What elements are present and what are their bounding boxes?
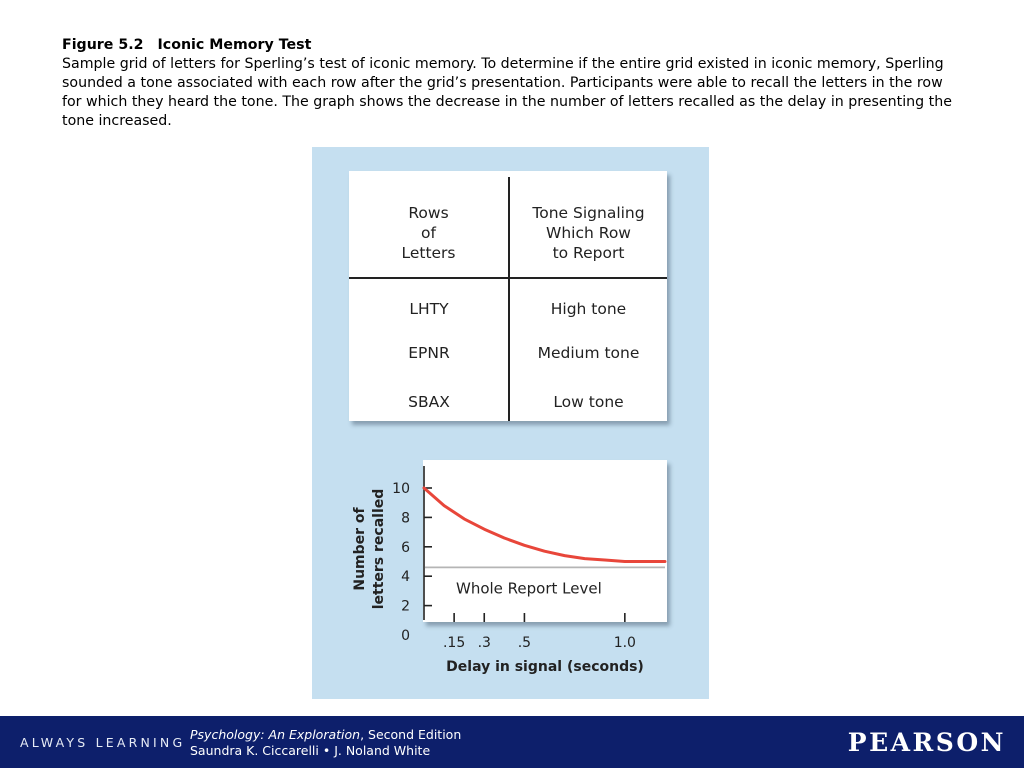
table-cell-letters: EPNR <box>408 344 450 362</box>
y-tick-label: 8 <box>401 510 410 527</box>
whole-report-level-label: Whole Report Level <box>456 579 602 598</box>
publisher-logo: PEARSON <box>847 728 1006 757</box>
x-tick-label: .15 <box>442 635 466 651</box>
figure-caption-body: Sample grid of letters for Sperling’s test of iconic memory. To determine if the entire grid existed in iconic memory, Sperling sounded a tone associated with each row after the grid’s presentation. Participants were able to recall the letters in the row for which they heard the tone. The graph shows the decrease in the number of letters recalled as the delay in presenting the tone increased. <box>62 56 952 129</box>
book-authors: Saundra K. Ciccarelli • J. Noland White <box>190 743 431 758</box>
book-info <box>190 727 461 759</box>
header-line: Which Row <box>546 224 631 242</box>
figure-panel <box>312 147 709 699</box>
book-edition: , Second Edition <box>360 727 462 742</box>
recall-curve-line <box>424 488 665 562</box>
book-title: Psychology: An Exploration <box>190 727 361 742</box>
x-tick-label: 1.0 <box>613 635 636 651</box>
figure-title-text: Iconic Memory Test <box>157 37 312 53</box>
y-tick-label: 4 <box>401 569 410 586</box>
table-cell-letters: SBAX <box>408 393 450 411</box>
table-cell-tone: High tone <box>550 300 627 318</box>
table-cell-letters: LHTY <box>409 300 449 318</box>
table-cell-tone: Low tone <box>553 393 624 411</box>
header-line: Letters <box>401 244 456 262</box>
y-tick-label: 0 <box>401 628 410 644</box>
x-tick-label: .5 <box>517 635 532 651</box>
header-line: Tone Signaling <box>532 204 645 222</box>
figure-caption <box>62 36 962 131</box>
figure-title <box>62 36 962 55</box>
footer-tagline: ALWAYS LEARNING <box>20 735 186 750</box>
iconic-memory-chart <box>312 147 709 699</box>
y-axis-label: Number of letters recalled <box>352 488 387 610</box>
x-axis-label: Delay in signal (seconds) <box>446 659 644 675</box>
header-line: of <box>421 224 436 242</box>
header-line: Rows <box>408 204 449 222</box>
y-tick-label: 6 <box>401 539 410 556</box>
figure-number: Figure 5.2 <box>62 37 144 53</box>
y-tick-label: 10 <box>392 481 410 497</box>
table-cell-tone: Medium tone <box>537 344 640 362</box>
header-line: to Report <box>552 244 625 262</box>
footer-bar <box>0 716 1024 768</box>
x-tick-label: .3 <box>477 635 491 651</box>
y-tick-label: 2 <box>401 598 410 615</box>
